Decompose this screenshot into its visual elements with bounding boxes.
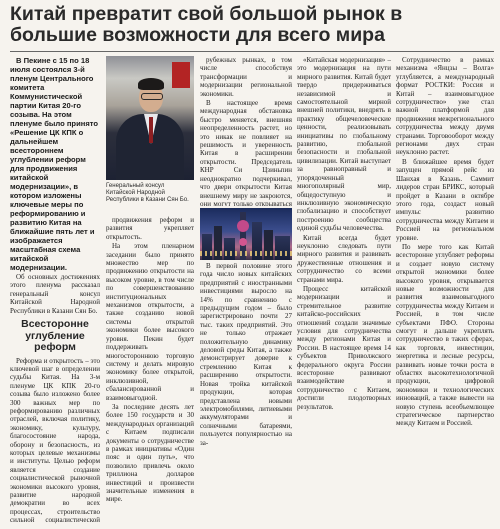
column-3-paragraph: В первой половине этого года число новых китайских предприятий с иностранными инвестициями выросло на 14% по сравнению с предыдущим годом – было зарегистрировано почти 27 тыс. таких предприятий. Это не только отражает положительную динамику деловой среды Китая, а также демонстрирует доверие к стремлению Китая к расширению открытости. Новая тройка китайской продукции, которая представлена новыми электромобилями, литиевыми аккумуляторами и солнечными батареями, пользуется популярностью на за- [200,262,292,447]
shanghai-city-photo [200,208,292,260]
city-lights-strip [200,251,292,256]
flag-shape [172,62,190,88]
photo-caption: Генеральный консул Китайской Народной Республики в Казани Сян Бо. [106,182,189,203]
subheading-reforms: Всесторонне углубление реформ [21,318,89,354]
building-shape [224,238,235,260]
article-lead: В Пекине с 15 по 18 июля состоялся 3-й пленум Центрального комитета Коммунистической партии Китая 20-го созыва. На этом пленуме было принято «Решение ЦК КПК о дальнейшем всестороннем углублении реформ для продвижения китайской модернизации», в котором изложены ключевые меры по реформированию и развитию Китая на ближайшие пять лет и изображается масштабная схема китайской модернизации. [10,56,99,272]
consul-portrait-photo [106,56,194,180]
hair-shape [138,78,164,90]
column-5 [396,56,494,526]
column-1-paragraph: Об основных достижениях этого пленума рассказал генеральный консул Китайской Народной Республики в Казани Сян Бо. [10,273,100,315]
article-headline: Китай превратит свой большой рынок в большие возможности для всего мира [10,3,403,46]
building-shape [202,234,212,260]
column-4-paragraph: Китай всегда будет неуклонно следовать пути мирного развития и развивать дружественные отношения и сотрудничество со всеми странами мира. [297,233,391,284]
column-2-paragraph: На этом пленарном заседании было принято множество мер по продвижению открытости на высоком уровне, в том числе по совершенствованию институциональных механизмов открытости, а также созданию новой системы открытой экономики более высокого уровня. Пекин будет поддерживать многостороннюю торговую систему и делать мировую экономику более открытой, инклюзивной, сбалансированной и взаимовыгодной. [106,242,194,402]
tie-shape [149,117,153,143]
column-3-paragraph: рубежных рынках, в том числе способствуя трансформации и модернизации региональной экономики. [200,56,292,98]
column-4 [297,56,391,526]
column-4-paragraph: Процесс китайской модернизации и стремительное развитие китайско-российских отношений создали значимые условия для сотрудничества между регионами Китая и России. В настоящее время 14 субъектов Приволжского федерального округа России всесторонне развивают взаимодействие и сотрудничество с Китаем, достигли плодотворных результатов. [297,284,391,411]
building-shape [275,236,290,260]
column-2-paragraph: продвижения реформ и развития укрепляет открытость. [106,216,194,241]
tower-sphere-shape [237,220,249,232]
column-5-paragraph: Сотрудничество в рамках механизма «Янцзы – Волга» углубляется, а международный формат РОСТКИ: Россия и Китай – взаимовыгодное сотрудничество» уже стал важной платформой для продвижения межрегионального сотрудничества между двумя странами. Торговооборот между регионами двух стран неуклонно растет. [396,56,494,157]
column-2-paragraph: За последние десять лет более 150 государств и 30 международных организаций с Китаем подписали документы о сотрудничестве в рамках инициативы «Один пояс и один путь», что позволило привлечь около триллиона долларов инвестиций и произвести значительные изменения в мире. [106,402,194,504]
column-4-paragraph: «Китайская модернизация» – это модернизация на пути мирного развития. Китай будет твердо придерживаться независимой и самостоятельной мирной внешней политики, внедрять в практику общечеловеческие ценности, реализовывать инициативы по глобальному развитию, глобальной безопасности и глобальной цивилизации. Китай выступает за равноправный и упорядоченный многополярный мир, общедоступную и инклюзивную экономическую глобализацию и способствует построению сообщества единой судьбы человечества. [297,56,391,233]
column-2 [106,216,194,527]
column-3-lower [200,262,292,527]
tower-sphere-shape [239,238,247,246]
column-1-paragraph: Реформа и открытость – это ключевой шаг в определении судьбы Китая. На 3-м пленуме ЦК КПК 20-го созыва было изложено более 300 важных мер по реформированию различных отраслей, включая политику, экономику, культуру, благосостояние народа, оборону и безопасность, из которых целевые механизмы и институты. Целью реформ является создание социалистической рыночной экономики высокого уровня, развитие народной демократии во всех процессах, строительство сильной социалистической [10,356,100,525]
column-3-paragraph: В настоящее время международная обстановка быстро меняется, внешняя неопределенность растет, но это никак не повлияет на решимость и уверенность Китая в расширении открытости. Председатель КНР Си Цзиньпин неоднократно подчеркивал, что двери открытости Китая внешнему миру не закроются, они могут только открываться [200,99,292,206]
headline-divider [10,51,494,52]
column-3 [200,56,292,206]
column-5-paragraph: В ближайшее время будет запущен прямой рейс из Шанхая в Казань. Саммит лидеров стран БРИКС, который пройдет в Казани в октябре этого года, создаст новый импульс развитию сотрудничества между Китаем и Россией на региональном уровне. [396,157,494,242]
glasses-shape [141,93,163,100]
column-5-paragraph: По мере того как Китай всесторонне углубляет реформы и создает новую систему открытой экономики более высокого уровня, открывается новые возможности для развития взаимовыгодного сотрудничества между Китаем и Россией, в том числе субъектами ПФО. Стороны смогут и дальше укреплять сотрудничество в таких сферах, как торговля, инвестиции, энергетика и лесные ресурсы, развивать новые точки роста в областях высокотехнологичной продукции, цифровой экономики и технологических инноваций, а также вывести на новую ступень всеобъемлющее стратегическое партнерство между Китаем и Россией. [396,242,494,428]
column-1 [10,56,100,526]
